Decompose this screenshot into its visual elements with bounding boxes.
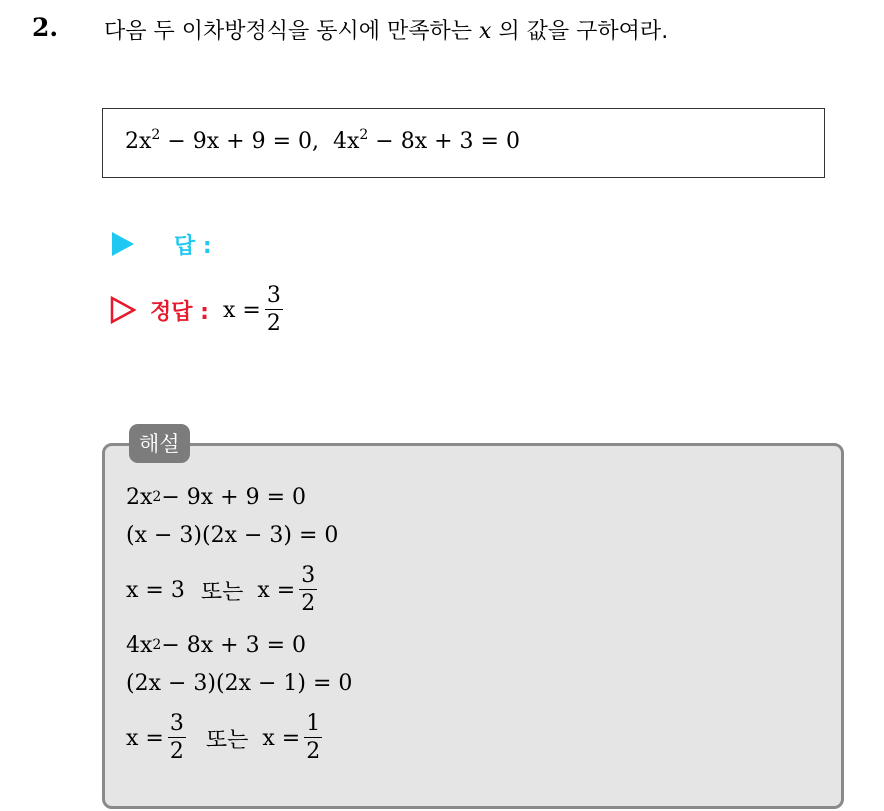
explanation-steps bbox=[126, 478, 352, 774]
correct-answer-label: 정답 : bbox=[150, 299, 209, 325]
question-number: 2. bbox=[32, 13, 59, 42]
explanation-tag: 해설 bbox=[129, 424, 190, 463]
equation-2-exponent: 2 bbox=[359, 127, 369, 143]
line-1-term: 2x bbox=[126, 484, 153, 510]
fraction-numerator: 3 bbox=[266, 283, 281, 308]
question-text bbox=[104, 14, 668, 45]
fraction-denominator: 2 bbox=[301, 591, 316, 616]
fraction-denominator: 2 bbox=[169, 739, 184, 764]
line-3-first-root: x = 3 bbox=[126, 577, 185, 603]
equation-box bbox=[102, 108, 825, 178]
line-4-term: 4x bbox=[126, 632, 153, 658]
line-6-fraction-2 bbox=[304, 713, 322, 763]
correct-answer-lhs: x = bbox=[222, 297, 261, 323]
line-6-lhs-2: x = bbox=[262, 725, 301, 751]
fraction-denominator: 2 bbox=[306, 739, 321, 764]
correct-answer-value bbox=[223, 285, 287, 335]
fraction-numerator: 1 bbox=[306, 711, 321, 736]
line-4-rest: − 8x + 3 = 0 bbox=[161, 632, 306, 658]
question-text-after: 의 값을 구하여라. bbox=[498, 19, 669, 44]
explanation-line-5: (2x − 3)(2x − 1) = 0 bbox=[126, 670, 353, 696]
explanation-line-3 bbox=[126, 554, 352, 626]
line-3-fraction bbox=[299, 565, 317, 615]
fraction-denominator: 2 bbox=[266, 311, 281, 336]
fraction-numerator: 3 bbox=[169, 711, 184, 736]
explanation-line-1: 2x 2 − 9x + 9 = 0 bbox=[126, 484, 306, 510]
outline-right-triangle-icon bbox=[110, 296, 136, 324]
equation-1-rest: − 9x + 9 = 0, bbox=[160, 129, 319, 154]
equation-pair bbox=[125, 129, 520, 154]
line-6-lhs-1: x = bbox=[126, 725, 164, 751]
question-variable: x bbox=[479, 19, 492, 44]
line-6-or: 또는 bbox=[205, 727, 249, 753]
question-text-before: 다음 두 이차방정식을 동시에 만족하는 bbox=[104, 19, 473, 44]
answer-row bbox=[112, 226, 212, 262]
explanation-line-2: (x − 3)(2x − 3) = 0 bbox=[126, 522, 339, 548]
equation-1-exponent: 2 bbox=[151, 127, 161, 143]
line-3-or: 또는 bbox=[200, 579, 244, 605]
line-6-fraction-1 bbox=[168, 713, 186, 763]
equation-1-term: 2x bbox=[125, 129, 152, 154]
equation-1 bbox=[125, 129, 319, 154]
correct-answer-row bbox=[110, 280, 287, 340]
equation-2-rest: − 8x + 3 = 0 bbox=[368, 129, 520, 154]
equation-2-term: 4x bbox=[332, 129, 360, 154]
fraction-numerator: 3 bbox=[301, 563, 316, 588]
solid-right-triangle-icon bbox=[112, 232, 134, 256]
line-3-lhs: x = bbox=[257, 577, 296, 603]
equation-2 bbox=[333, 129, 520, 154]
answer-label: 답 : bbox=[174, 233, 212, 259]
correct-answer-fraction bbox=[265, 285, 283, 335]
explanation-line-4: 4x 2 − 8x + 3 = 0 bbox=[126, 632, 306, 658]
line-1-rest: − 9x + 9 = 0 bbox=[161, 484, 306, 510]
explanation-line-6 bbox=[126, 702, 352, 774]
